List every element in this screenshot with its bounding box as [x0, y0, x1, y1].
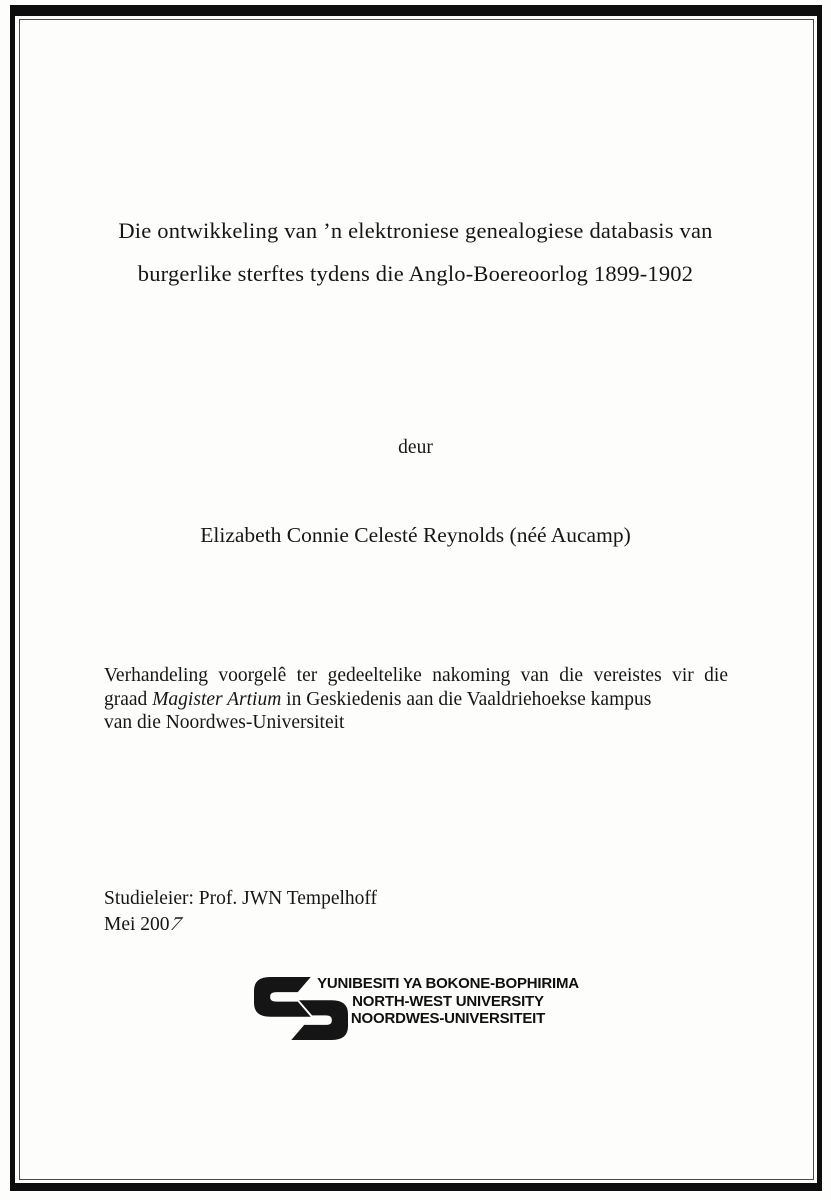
degree-statement-line-2-suffix: in Geskiedenis aan die Vaaldriehoekse kampus [281, 688, 652, 710]
thesis-title [70, 209, 761, 295]
logo-text-line-afrikaans: NOORDWES-UNIVERSITEIT [350, 1010, 546, 1028]
date-line [104, 912, 377, 938]
byline-deur: deur [398, 437, 433, 458]
degree-statement-line-1: Verhandeling voorgelê ter gedeeltelike nakoming van die vereistes vir die [104, 665, 728, 686]
supervisor-block [104, 886, 377, 937]
degree-name-italic: Magister Artium [152, 688, 282, 710]
logo-text-line-english: NORTH-WEST UNIVERSITY [352, 992, 544, 1010]
degree-statement [104, 664, 728, 735]
date-last-digit: 7 [166, 913, 185, 935]
degree-statement-line-2 [104, 688, 728, 712]
degree-statement-line-3: van die Noordwes-Universiteit [104, 712, 345, 733]
university-logo-text [316, 975, 580, 1028]
date-prefix: Mei 200 [104, 913, 170, 935]
thesis-title-line-1: Die ontwikkeling van ’n elektroniese genealogiese databasis van [118, 218, 713, 243]
thesis-title-line-2: burgerlike sterftes tydens die Anglo-Boereoorlog 1899-1902 [137, 261, 694, 286]
logo-text-line-setswana: YUNIBESITI YA BOKONE-BOPHIRIMA [317, 975, 579, 992]
author-name: Elizabeth Connie Celesté Reynolds (néé Aucamp) [200, 523, 631, 547]
supervisor-line: Studieleier: Prof. JWN Tempelhoff [104, 888, 378, 909]
degree-statement-line-2-prefix: graad [104, 688, 153, 710]
nwu-logo-link-front [254, 977, 311, 1017]
